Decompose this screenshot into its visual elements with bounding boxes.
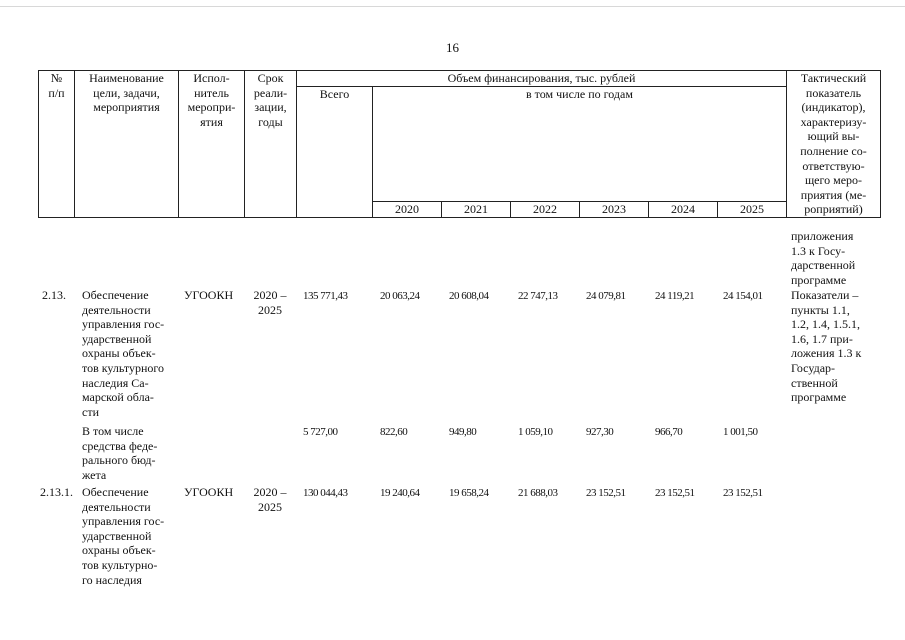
header-year-2023: 2023 [580, 202, 649, 218]
header-name: Наименование цели, задачи, мероприятия [75, 71, 179, 218]
row-2-13-name: Обеспечение деятельности управления гос- ударственной охраны объек- тов культурного наследия Са- марской обла- сти [82, 288, 165, 419]
header-by-years: в том числе по годам [373, 86, 787, 202]
row-2-13-indicator: Показатели – пункты 1.1, 1.2, 1.4, 1.5.1, 1.6, 1.7 при- ложения 1.3 к Государ- ственной программе [791, 288, 862, 405]
row-2-13-1-name: Обеспечение деятельности управления гос- ударственной охраны объек- тов культурно- го наследия [82, 485, 165, 587]
header-indicator: Тактический показатель (индикатор), характеризу- ющий вы- полнение со- ответствую- щего меро- приятия (ме- роприятий) [787, 71, 881, 218]
row-2-13-1-2024: 23 152,51 [655, 487, 695, 499]
header-year-2021: 2021 [442, 202, 511, 218]
row-2-13-executor: УГООКН [184, 288, 234, 302]
row-2-13-1-term: 2020 – 2025 [253, 485, 287, 514]
scan-top-edge [0, 6, 905, 7]
carryover-indicator: приложения 1.3 к Госу- дарственной программе [791, 229, 856, 287]
header-year-2020: 2020 [373, 202, 442, 218]
header-term: Срок реали- зации, годы [245, 71, 297, 218]
header-year-2024: 2024 [649, 202, 718, 218]
row-2-13-2022: 22 747,13 [518, 290, 558, 302]
row-2-13-1-2022: 21 688,03 [518, 487, 558, 499]
federal-2023: 927,30 [586, 426, 614, 438]
header-year-2022: 2022 [511, 202, 580, 218]
federal-2024: 966,70 [655, 426, 683, 438]
federal-total: 5 727,00 [303, 426, 338, 438]
federal-2020: 822,60 [380, 426, 408, 438]
federal-budget-label: В том числе средства феде- рального бюд- жета [82, 424, 158, 482]
header-year-2025: 2025 [718, 202, 787, 218]
header-executor: Испол- нитель меропри- ятия [179, 71, 245, 218]
federal-2021: 949,80 [449, 426, 477, 438]
row-2-13-2024: 24 119,21 [655, 290, 695, 302]
row-2-13-2023: 24 079,81 [586, 290, 626, 302]
row-2-13-1-2020: 19 240,64 [380, 487, 420, 499]
row-2-13-num: 2.13. [42, 288, 66, 302]
header-num: № п/п [39, 71, 75, 218]
row-2-13-2025: 24 154,01 [723, 290, 763, 302]
federal-2022: 1 059,10 [518, 426, 553, 438]
row-2-13-1-num: 2.13.1. [40, 485, 73, 499]
header-total: Всего [297, 86, 373, 217]
row-2-13-1-total: 130 044,43 [303, 487, 348, 499]
row-2-13-2020: 20 063,24 [380, 290, 420, 302]
row-2-13-total: 135 771,43 [303, 290, 348, 302]
table-header [38, 70, 881, 218]
row-2-13-1-2025: 23 152,51 [723, 487, 763, 499]
row-2-13-2021: 20 608,04 [449, 290, 489, 302]
federal-2025: 1 001,50 [723, 426, 758, 438]
row-2-13-term: 2020 – 2025 [253, 288, 287, 317]
row-2-13-1-executor: УГООКН [184, 485, 234, 499]
row-2-13-1-2023: 23 152,51 [586, 487, 626, 499]
row-2-13-1-2021: 19 658,24 [449, 487, 489, 499]
header-financing: Объем финансирования, тыс. рублей [297, 71, 787, 87]
page-number: 16 [446, 40, 459, 55]
